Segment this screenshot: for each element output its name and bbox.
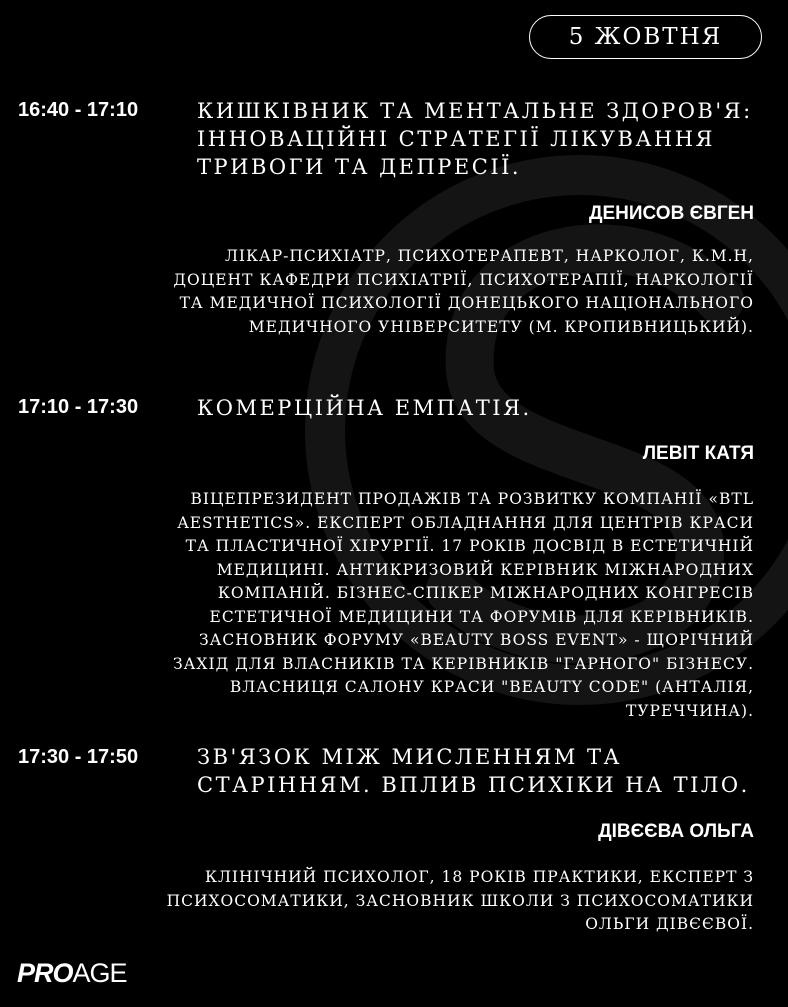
session-1-title: КИШКІВНИК ТА МЕНТАЛЬНЕ ЗДОРОВ'Я: ІННОВАЦІЙНІ СТРАТЕГІЇ ЛІКУВАННЯ ТРИВОГИ ТА ДЕПРЕСІЇ. xyxy=(197,99,753,179)
session-2-speaker-bio: ВІЦЕПРЕЗИДЕНТ ПРОДАЖІВ ТА РОЗВИТКУ КОМПАНІЇ «BTL AESTHETICS». ЕКСПЕРТ ОБЛАДНАННЯ ДЛЯ ЦЕНТРІВ КРАСИ ТА ПЛАСТИЧНОЇ ХІРУРГІЇ. 17 РОКІВ ДОСВІД В ЕСТЕТИЧНІЙ МЕДИЦИНІ. АНТИКРИЗОВИЙ КЕРІВНИК МІЖНАРОДНИХ КОМПАНІЙ. БІЗНЕС-СПІКЕР МІЖНАРОДНИХ КОНГРЕСІВ ЕСТЕТИЧНОЇ МЕДИЦИНИ ТА ФОРУМІВ ДЛЯ КЕРІВНИКІВ. ЗАСНОВНИК ФОРУМУ «BEAUTY BOSS EVENT» - ЩОРІЧНИЙ ЗАХІД ДЛЯ ВЛАСНИКІВ ТА КЕРІВНИКІВ "ГАРНОГО" БІЗНЕСУ. ВЛАСНИЦЯ САЛОНУ КРАСИ "BEAUTY CODE" (АНТАЛІЯ, ТУРЕЧЧИНА). xyxy=(173,490,754,720)
session-3-time: 17:30 - 17:50 xyxy=(18,746,139,768)
session-3-speaker: ДІВЄЄВА ОЛЬГА xyxy=(598,821,754,842)
logo-bold-part: PRO xyxy=(17,958,73,988)
session-1-speaker: ДЕНИСОВ ЄВГЕН xyxy=(588,203,754,224)
session-1-speaker-bio: ЛІКАР-ПСИХІАТР, ПСИХОТЕРАПЕВТ, НАРКОЛОГ, К.М.Н, ДОЦЕНТ КАФЕДРИ ПСИХІАТРІЇ, ПСИХОТЕРАПІЇ, НАРКОЛОГІЇ ТА МЕДИЧНОЇ ПСИХОЛОГІЇ ДОНЕЦЬКОГО НАЦІОНАЛЬНОГО МЕДИЧНОГО УНІВЕРСИТЕТУ (М. КРОПИВНИЦЬКИЙ). xyxy=(173,247,754,336)
session-2-title: КОМЕРЦІЙНА ЕМПАТІЯ. xyxy=(197,396,532,420)
date-label: 5 ЖОВТНЯ xyxy=(568,24,723,50)
date-badge xyxy=(529,15,762,59)
session-3-title: ЗВ'ЯЗОК МІЖ МИСЛЕННЯМ ТА СТАРІННЯМ. ВПЛИВ ПСИХІКИ НА ТІЛО. xyxy=(197,745,750,797)
session-3-speaker-bio: КЛІНІЧНИЙ ПСИХОЛОГ, 18 РОКІВ ПРАКТИКИ, ЕКСПЕРТ З ПСИХОСОМАТИКИ, ЗАСНОВНИК ШКОЛИ З ПСИХОСОМАТИКИ ОЛЬГИ ДІВЄЄВОЇ. xyxy=(166,868,754,933)
session-1-time: 16:40 - 17:10 xyxy=(18,99,139,121)
logo-light-part: AGE xyxy=(72,958,127,988)
session-2-speaker: ЛЕВІТ КАТЯ xyxy=(642,443,754,464)
proage-logo xyxy=(17,958,127,989)
session-2-time: 17:10 - 17:30 xyxy=(18,396,139,418)
